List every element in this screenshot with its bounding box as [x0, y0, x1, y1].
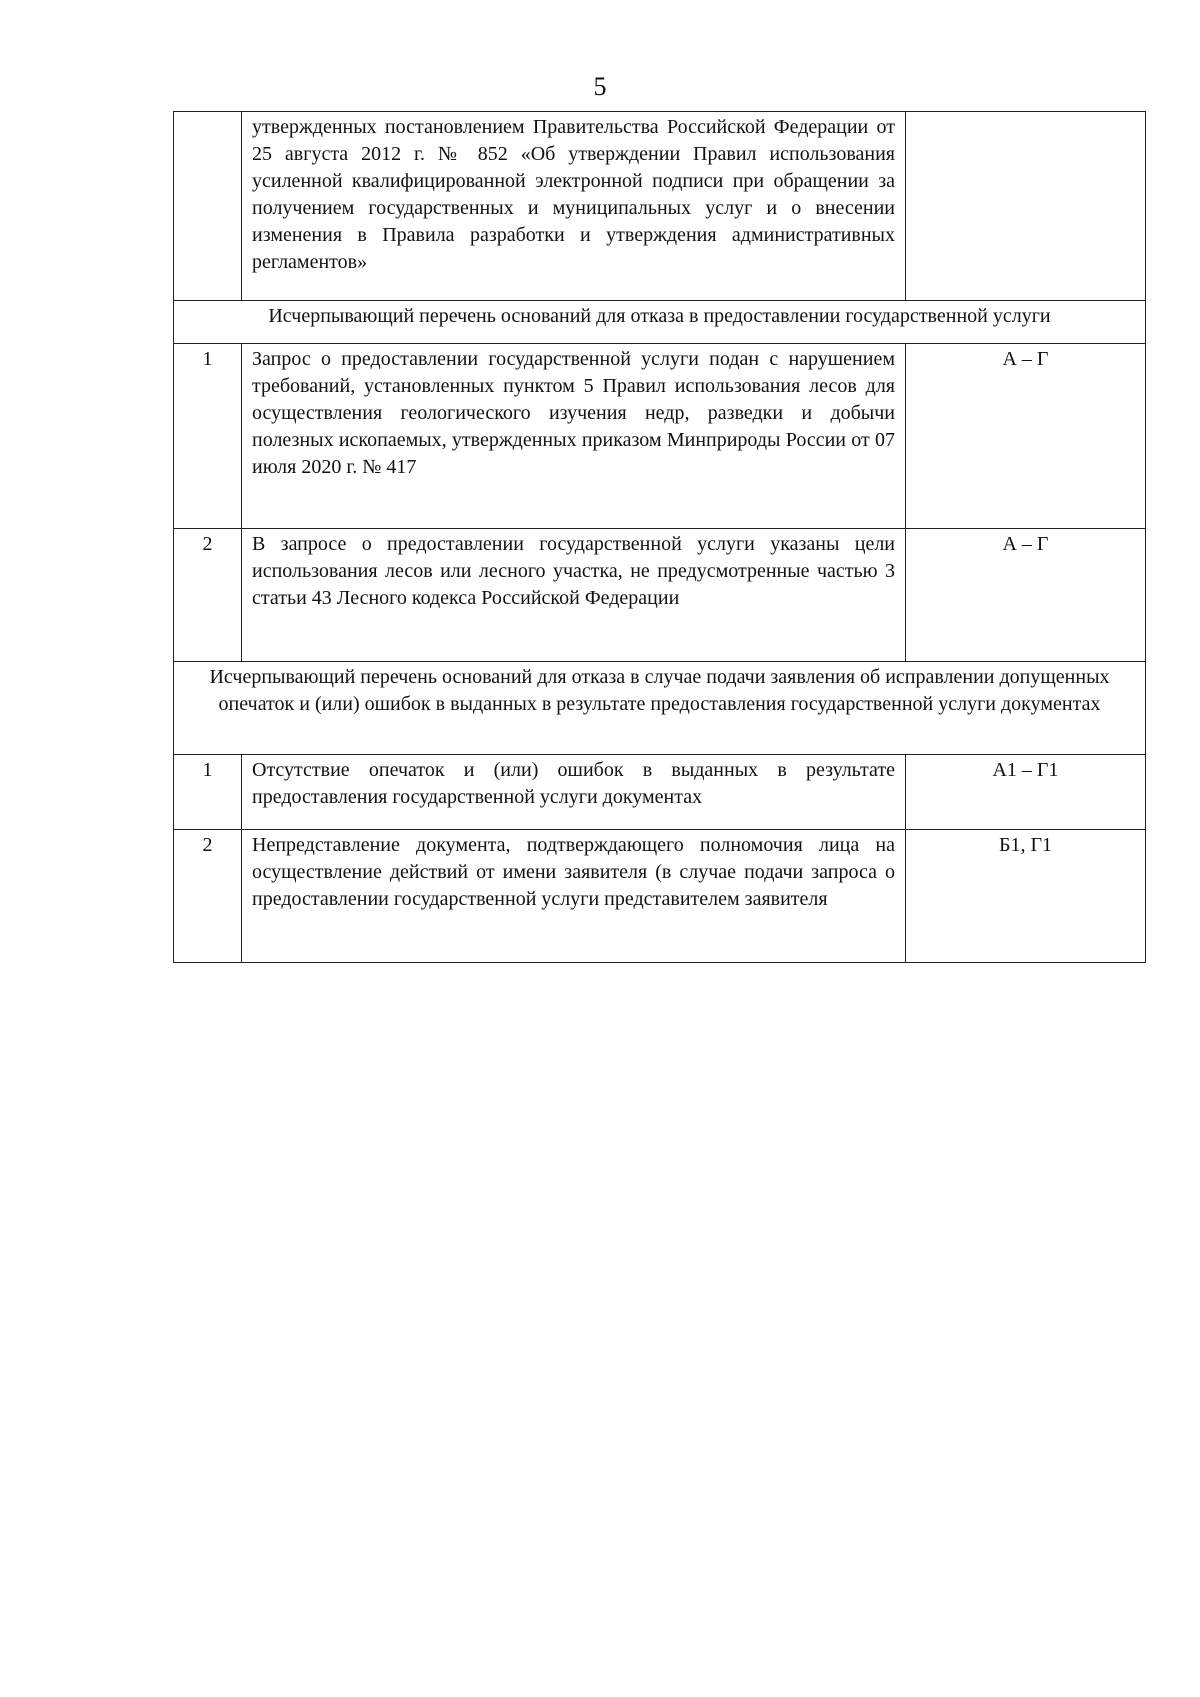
row-number: 1	[174, 755, 242, 830]
section-header-row	[174, 301, 1146, 344]
grounds-table	[173, 111, 1146, 963]
row-code: А – Г	[906, 344, 1146, 529]
table-row	[174, 830, 1146, 963]
section-header-row	[174, 662, 1146, 755]
row-code	[906, 112, 1146, 301]
table-row	[174, 344, 1146, 529]
row-code: А – Г	[906, 529, 1146, 662]
row-code: А1 – Г1	[906, 755, 1146, 830]
section-title-corrections: Исчерпывающий перечень оснований для отказа в случае подачи заявления об исправлении допущенных опечаток и (или) ошибок в выданных в результате предоставления государственной услуги документах	[174, 662, 1146, 755]
row-number: 2	[174, 830, 242, 963]
row-number: 2	[174, 529, 242, 662]
row-number	[174, 112, 242, 301]
row-text: утвержденных постановлением Правительства Российской Федерации от 25 августа 2012 г. № 852 «Об утверждении Правил использования усиленной квалифицированной электронной подписи при обращении за получением государственных и муниципальных услуг и о внесении изменения в Правила разработки и утверждения административных регламентов»	[242, 112, 906, 301]
table-row-continuation	[174, 112, 1146, 301]
table-row	[174, 755, 1146, 830]
section-title-refusal: Исчерпывающий перечень оснований для отказа в предоставлении государственной услуги	[174, 301, 1146, 344]
row-code: Б1, Г1	[906, 830, 1146, 963]
page-number: 5	[593, 72, 607, 101]
row-number: 1	[174, 344, 242, 529]
row-text: В запросе о предоставлении государственной услуги указаны цели использования лесов или лесного участка, не предусмотренные частью 3 статьи 43 Лесного кодекса Российской Федерации	[242, 529, 906, 662]
row-text: Непредставление документа, подтверждающего полномочия лица на осуществление действий от имени заявителя (в случае подачи запроса о предоставлении государственной услуги представителем заявителя	[242, 830, 906, 963]
row-text: Отсутствие опечаток и (или) ошибок в выданных в результате предоставления государственной услуги документах	[242, 755, 906, 830]
row-text: Запрос о предоставлении государственной услуги подан с нарушением требований, установленных пунктом 5 Правил использования лесов для осуществления геологического изучения недр, разведки и добычи полезных ископаемых, утвержденных приказом Минприроды России от 07 июля 2020 г. № 417	[242, 344, 906, 529]
table-row	[174, 529, 1146, 662]
